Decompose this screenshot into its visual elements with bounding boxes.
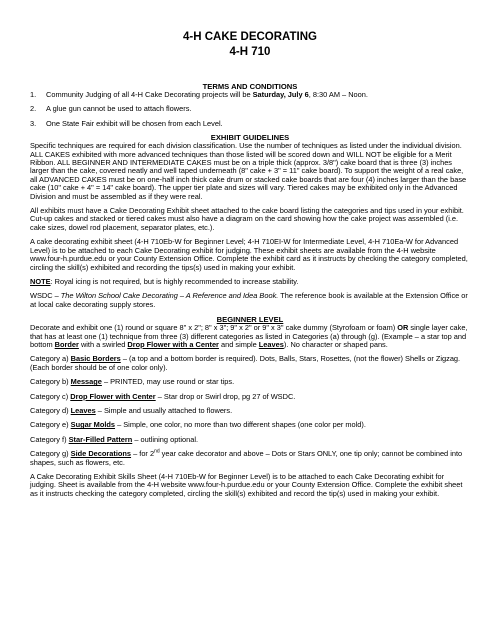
terms-item-number: 1. xyxy=(30,90,37,99)
document-page xyxy=(30,30,470,498)
category-c: Category c) Drop Flower with Center – Star drop or Swirl drop, pg 27 of WSDC. xyxy=(30,391,296,401)
terms-item-number: 2. xyxy=(30,104,37,114)
terms-item-text: One State Fair exhibit will be chosen from each Level. xyxy=(46,118,223,128)
terms-item-3 xyxy=(30,120,470,128)
terms-item-number: 3. xyxy=(30,118,37,128)
category-e: Category e) Sugar Molds – Simple, one color, no more than two different shapes (one color per mold). xyxy=(30,420,366,430)
category-name: Message xyxy=(70,377,102,387)
guidelines-paragraph-3: A cake decorating exhibit sheet (4-H 710Eb-W for Beginner Level; 4-H 710EI-W for Intermediate Level, 4-H 710Ea-W for Advanced Level) is to be attached to each Cake Decorating exhibit for judging. These exhibit sheets are available from the 4-H website www.four-h.purdue.edu or your County Extension Office. Complete the exhibit card as it instructs by checking the category completed, circling the skill(s) exhibited and recording the tips(s) used in making your exhibit. xyxy=(30,237,468,272)
category-name: Star-Filled Pattern xyxy=(68,434,133,444)
category-g: Category g) Side Decorations – for 2nd year cake decorator and above – Dots or Stars ONLY, one tip only; cannot be combined into shapes, such as flowers, etc. xyxy=(30,448,463,467)
wsdc-paragraph: WSDC – The Wilton School Cake Decorating – A Reference and Idea Book. The reference book is available at the Extension Office or at local cake decorating supply stores. xyxy=(30,291,468,309)
terms-item-text: Community Judging of all 4-H Cake Decorating projects will be Saturday, July 6, 8:30 AM – Noon. xyxy=(46,90,368,99)
terms-item-text: A glue gun cannot be used to attach flowers. xyxy=(46,104,192,114)
category-b: Category b) Message – PRINTED, may use round or star tips. xyxy=(30,377,235,387)
category-f: Category f) Star-Filled Pattern – outlining optional. xyxy=(30,434,199,444)
guidelines-paragraph-1: Specific techniques are required for each division classification. Use the number of techniques as listed under the individual division. ALL CAKES exhibited with more advanced techniques than those listed will be scored down and WILL NOT be eligible for a Merit Ribbon. ALL BEGINNER AND INTERMEDIATE CAKES must be on a triple thick (approx. 3/8") cake board that is three (3) inches larger than the cake, covered neatly and well taped underneath (8" cake + 3" = 11" cake board). To support the weight of a real cake, all ADVANCED CAKES must be on one-half inch thick cake drum or stacked cake boards that are four (4) inches larger than the base cake (10" cake + 4" = 14" cake board). The upper tier plate and sizes will vary. Tiered cakes may be exhibited only in the Advanced Division and must be assembled as if they were real. xyxy=(30,141,467,201)
terms-item-2 xyxy=(30,105,470,113)
category-name: Drop Flower with Center xyxy=(70,391,156,401)
note-label: NOTE xyxy=(30,276,51,286)
category-name: Leaves xyxy=(70,405,96,415)
category-d: Category d) Leaves – Simple and usually attached to flowers. xyxy=(30,405,233,415)
beginner-intro: Decorate and exhibit one (1) round or square 8" x 2"; 8" x 3"; 9" x 2" or 9" x 3" cake dummy (Styrofoam or foam) OR single layer cake, that has at least one (1) technique from three (3) different categories as listed in Categories (a) through (g). (Example – a star top and bottom Border with a swirled Drop Flower with a Center and simple Leaves). No character or shaped pans. xyxy=(30,323,468,349)
guidelines-paragraph-2: All exhibits must have a Cake Decorating Exhibit sheet attached to the cake board listing the categories and tips used in your exhibit. Cut-up cakes and stacked or tiered cakes must also have a diagram on the card showing how the cake project was assembled (i.e. cake sizes, dowel rod placement, separator plates, etc.). xyxy=(30,206,464,232)
judging-date: Saturday, July 6 xyxy=(252,90,309,99)
note-paragraph: NOTE: Royal icing is not required, but is highly recommended to increase stability. xyxy=(30,276,299,286)
category-a: Category a) Basic Borders – (a top and a bottom border is required). Dots, Balls, Stars, Rosettes, (not the flower) Shells or Zigzag. (Each border should be of one color only). xyxy=(30,354,461,372)
category-name: Side Decorations xyxy=(70,449,132,459)
terms-heading: TERMS AND CONDITIONS xyxy=(202,82,298,91)
wsdc-book-title: The Wilton School Cake Decorating – A Reference and Idea Book. xyxy=(60,291,279,301)
category-name: Sugar Molds xyxy=(70,420,116,430)
terms-item-1 xyxy=(30,91,470,99)
guidelines-heading: EXHIBIT GUIDELINES xyxy=(210,133,290,143)
beginner-heading: BEGINNER LEVEL xyxy=(216,315,284,325)
category-name: Basic Borders xyxy=(70,354,121,364)
page-title: 4-H CAKE DECORATING xyxy=(183,31,317,43)
page-subtitle: 4-H 710 xyxy=(229,46,271,58)
beginner-closing: A Cake Decorating Exhibit Skills Sheet (4-H 710Eb-W for Beginner Level) is to be attached to each Cake Decorating exhibit for judging. Sheet is available from the 4-H website www.four-h.purdue.edu or your County Extension Office. Complete the exhibit sheet as it instructs checking the category completed, circling the skill(s) exhibited and record the tip(s) used in making your exhibit. xyxy=(30,472,463,498)
